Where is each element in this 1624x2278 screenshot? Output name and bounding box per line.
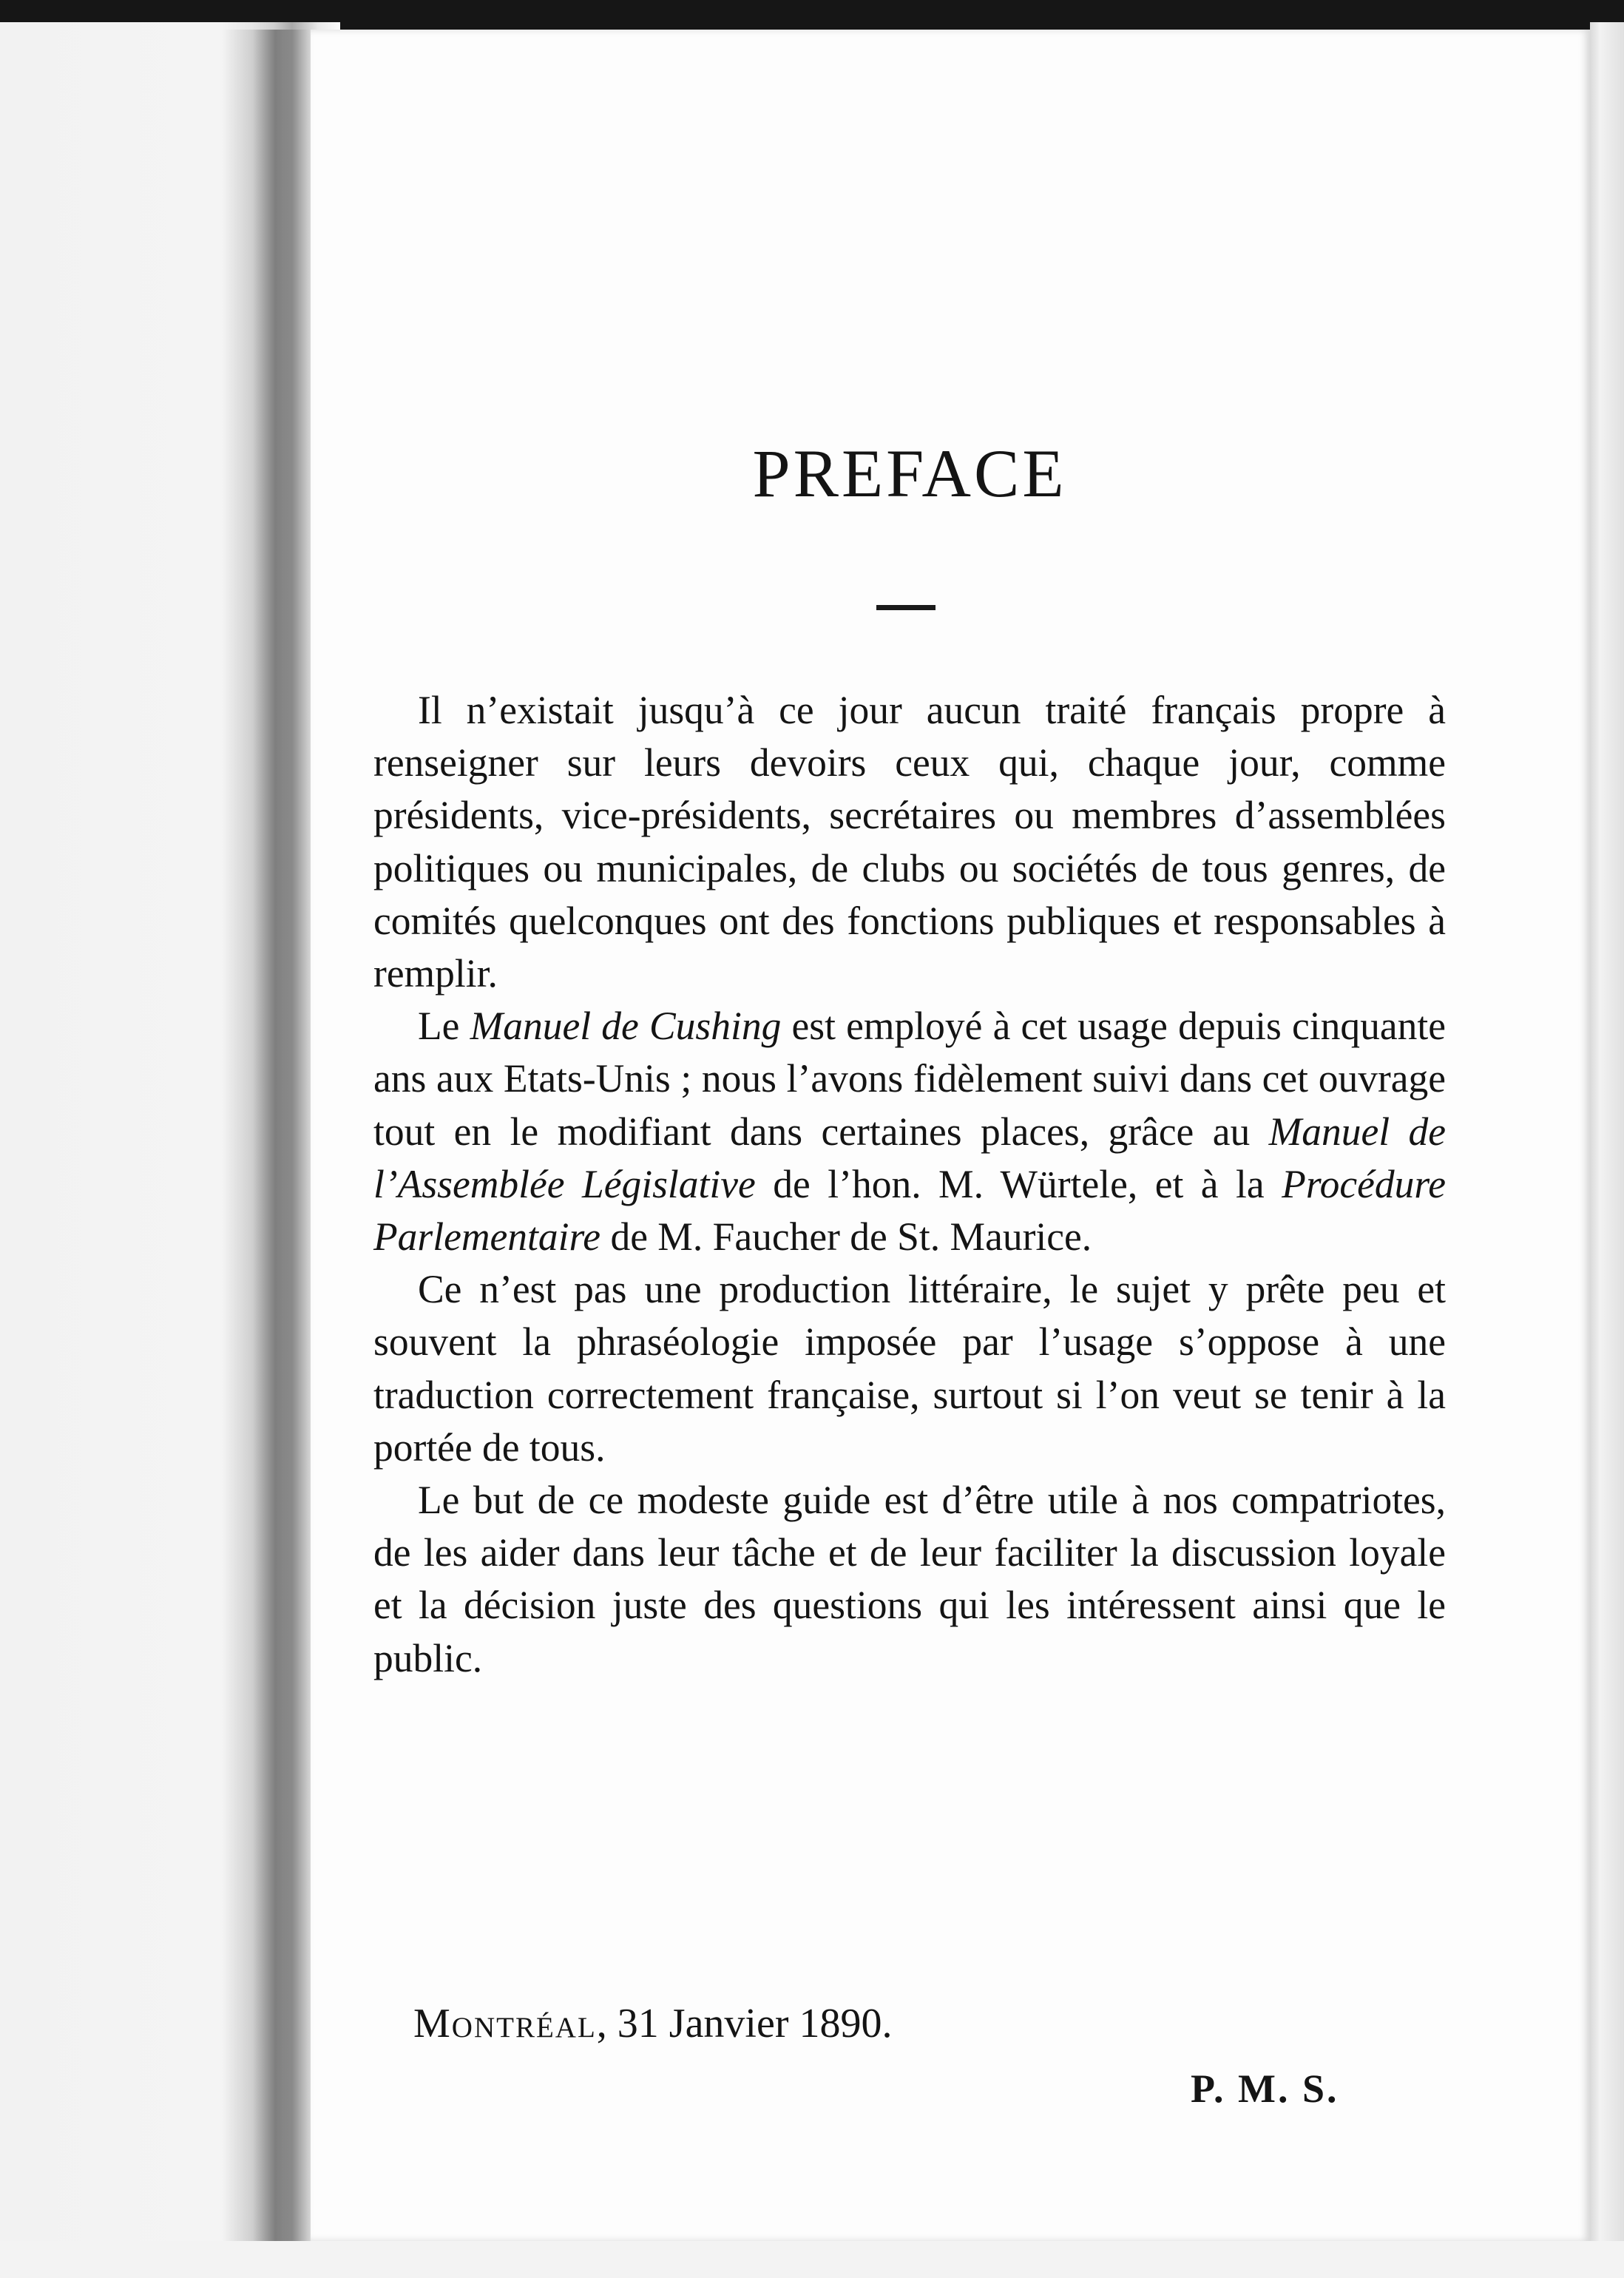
text-run: de l’hon. M. Würtele, et à la <box>755 1161 1282 1206</box>
paragraph-2 <box>373 1000 1446 1263</box>
signature-initials: P. M. S. <box>1191 2066 1339 2111</box>
dateline-place: Montréal <box>413 2001 597 2047</box>
preface-body <box>373 684 1446 1685</box>
text-run: Le <box>418 1004 470 1049</box>
text-run: de M. Faucher de St. Maurice. <box>600 1214 1092 1260</box>
page-title: PREFACE <box>752 436 1067 511</box>
text-run: est employé à cet usage depuis cinquante ans aux Etats-Unis ; nous l’avons fidèlement suivi dans cet ouvrage tout en le modifiant dans certaines places, grâce au <box>373 1004 1446 1154</box>
page-right-edge <box>1590 22 1624 2278</box>
dateline <box>413 1997 893 2050</box>
paragraph-3 <box>373 1263 1446 1474</box>
text-run: Il n’existait jusqu’à ce jour aucun traité français propre à renseigner sur leurs devoirs ceux qui, chaque jour, comme présidents, vice-présidents, secrétaires ou membres d’assemblées politiques ou municipales, de clubs ou sociétés de tous genres, de comités quelconques ont des fonctions publiques et responsables à remplir. <box>373 688 1446 996</box>
title-rule <box>876 605 936 610</box>
text-run: Ce n’est pas une production littéraire, le sujet y prête peu et souvent la phraséologie imposée par l’usage s’oppose à une traduction correctement française, surtout si l’on veut se tenir à la portée de tous. <box>373 1267 1446 1470</box>
italic-title-run: Manuel de l’Assemblée Législative <box>373 1109 1446 1206</box>
text-run: Le but de ce modeste guide est d’être utile à nos compatriotes, de les aider dans leur tâche et de leur faciliter la discussion loyale et la décision juste des questions qui les intéressent ainsi que le public. <box>373 1478 1446 1680</box>
dateline-date: , 31 Janvier 1890. <box>596 2001 893 2047</box>
paragraph-4 <box>373 1474 1446 1685</box>
scan-bottom-border <box>0 2241 1624 2278</box>
italic-title-run: Manuel de Cushing <box>470 1004 782 1049</box>
gutter-shadow <box>222 30 311 2248</box>
italic-title-run: Procédure Parlementaire <box>373 1161 1446 1260</box>
paragraph-1 <box>373 684 1446 1000</box>
